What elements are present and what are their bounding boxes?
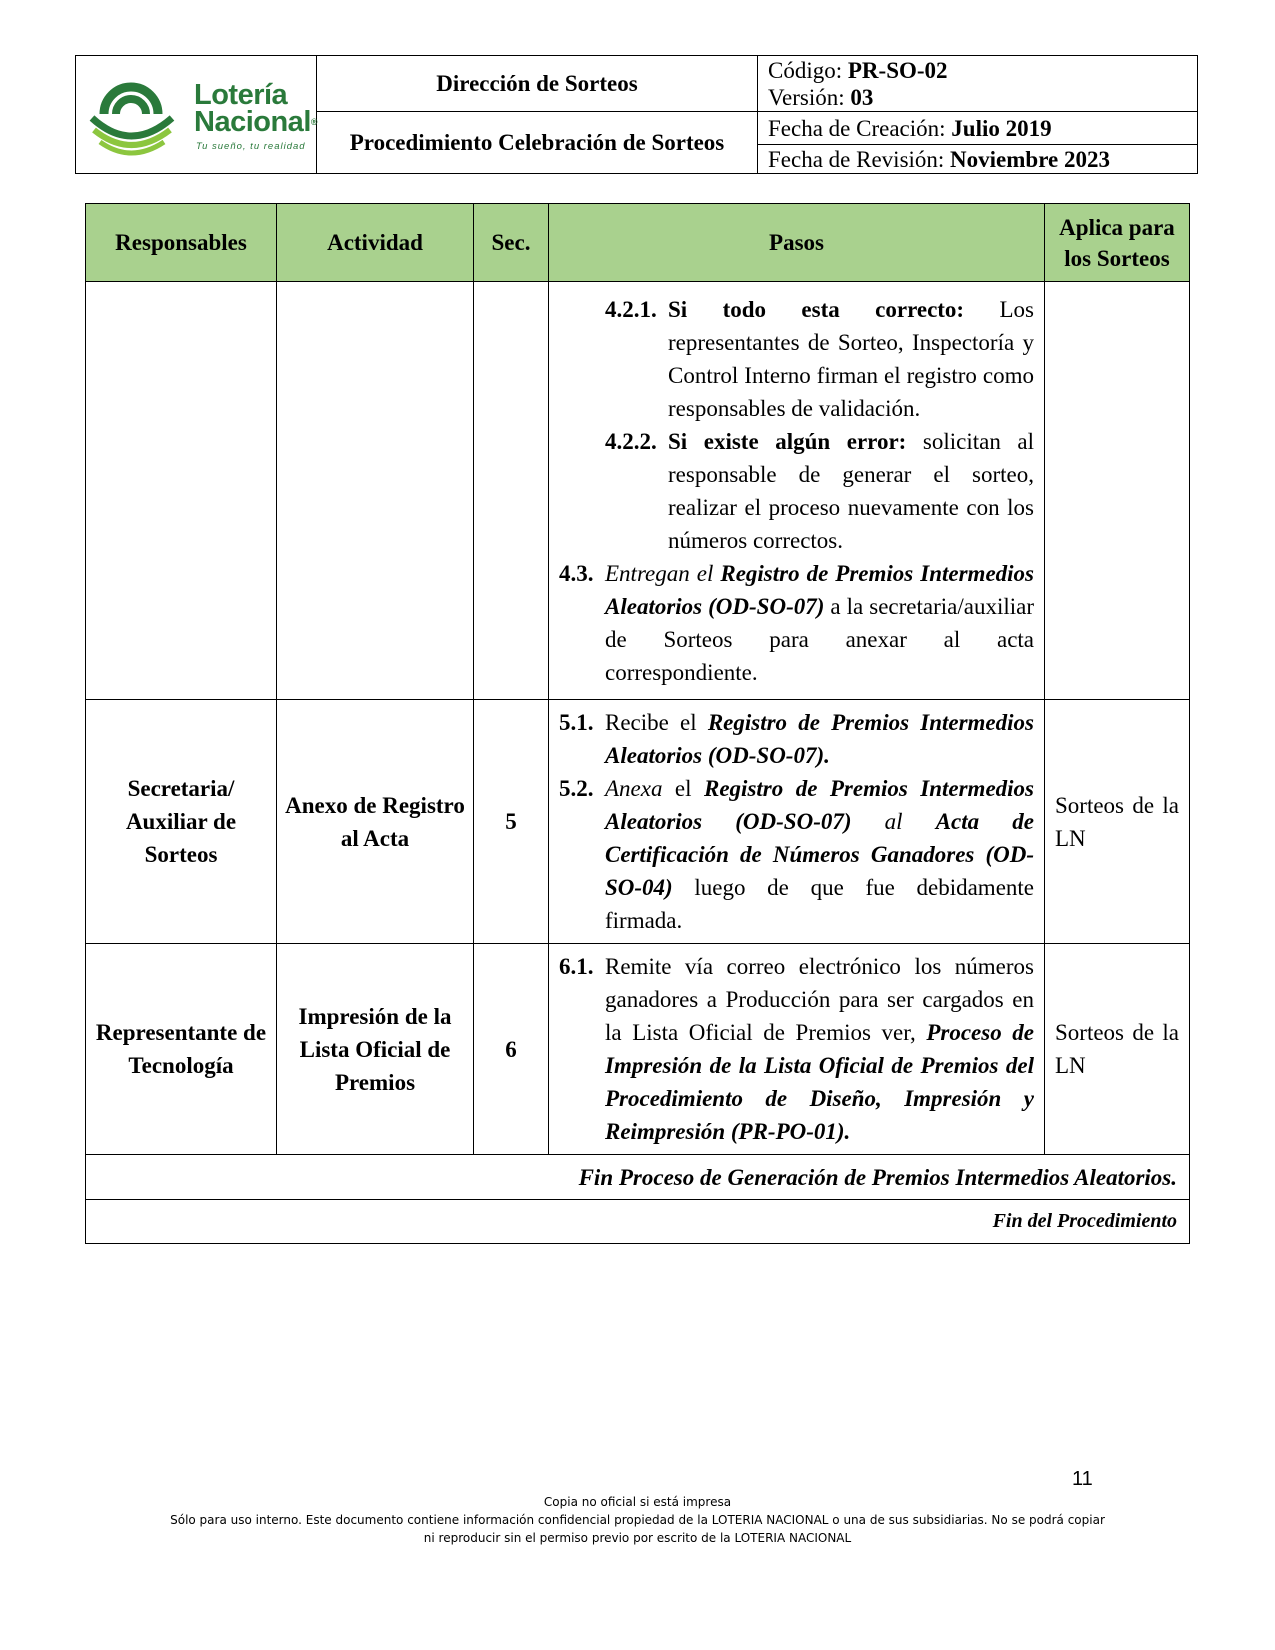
cell-actividad: Anexo de Registro al Acta: [277, 700, 474, 944]
step-text: Recibe el: [605, 710, 708, 735]
cell-sec-empty: [474, 282, 549, 700]
footer-line2: Sólo para uso interno. Este documento contiene información confidencial propiedad de la LOTERIA NACIONAL o una de sus subsidiarias. No se podrá copiar: [170, 1513, 1105, 1527]
footer-line1: Copia no oficial si está impresa: [543, 1495, 732, 1509]
created-value: Julio 2019: [951, 115, 1052, 141]
logo-name-line2: Nacional: [194, 106, 311, 138]
cell-sec: 5: [474, 700, 549, 944]
step-number: 5.2.: [559, 776, 594, 801]
step-text: el: [662, 776, 704, 801]
revised-value: Noviembre 2023: [950, 146, 1110, 172]
step-number: 4.2.1.: [605, 296, 657, 322]
header-revised: [758, 145, 1198, 174]
document-reference: Proceso de Impresión de la Lista Oficial de Premios del Procedimiento de Diseño, Impresión y Reimpresión (PR-PO-01).: [605, 1020, 1035, 1144]
header-procedure: Procedimiento Celebración de Sorteos: [317, 112, 758, 174]
page-number: 11: [1072, 1468, 1093, 1490]
document-header: [75, 55, 1198, 174]
step-6-1: [559, 950, 1034, 1148]
step-4-2-2: [559, 425, 1034, 557]
revised-label: Fecha de Revisión:: [768, 146, 945, 172]
code-value: PR-SO-02: [847, 57, 948, 83]
cell-sec: 6: [474, 944, 549, 1155]
logo-emblem-icon: [76, 56, 186, 173]
logo-name: [194, 79, 318, 138]
col-header-responsables: Responsables: [86, 204, 277, 282]
col-header-sec: Sec.: [474, 204, 549, 282]
table-row: [86, 944, 1190, 1155]
cell-aplica-empty: [1045, 282, 1190, 700]
step-text: luego de que fue debidamente firmada.: [605, 875, 1034, 933]
step-number: 4.2.2.: [605, 428, 657, 454]
cell-responsable-empty: [86, 282, 277, 700]
cell-actividad: Impresión de la Lista Oficial de Premios: [277, 944, 474, 1155]
cell-pasos: [549, 944, 1045, 1155]
step-number: 5.1.: [559, 710, 594, 735]
step-italic-text: Anexa: [605, 776, 663, 801]
cell-aplica: Sorteos de la LN: [1045, 700, 1190, 944]
code-label: Código:: [768, 57, 843, 83]
document-reference: Registro de Premios Intermedios Aleatorios (OD-SO-07): [605, 560, 1034, 619]
step-italic-text: Entregan el: [605, 560, 721, 586]
logo-cell: [76, 56, 317, 174]
document-reference: Registro de Premios Intermedios Aleatorios (OD-SO-07).: [605, 710, 1034, 768]
step-text: solicitan al responsable de generar el sorteo, realizar el proceso nuevamente con los números correctos.: [668, 428, 1034, 553]
logo-tagline: Tu sueño, tu realidad: [196, 141, 306, 152]
version-label: Versión:: [768, 84, 845, 110]
table-row: [86, 282, 1190, 700]
step-bold-text: Si existe algún error:: [668, 428, 907, 454]
created-label: Fecha de Creación:: [768, 115, 946, 141]
logo-registered-mark: ®: [310, 117, 318, 127]
logo-name-line1: Lotería: [194, 79, 288, 111]
procedure-table: [85, 203, 1190, 1244]
step-bold-text: Si todo esta correcto:: [668, 296, 965, 322]
fin-proceso-row: [86, 1155, 1190, 1200]
fin-procedimiento-text: Fin del Procedimiento: [86, 1200, 1190, 1244]
step-4-2-1: [559, 293, 1034, 425]
cell-pasos: [549, 700, 1045, 944]
col-header-aplica: Aplica para los Sorteos: [1045, 204, 1190, 282]
step-text: Los representantes de Sorteo, Inspectoría y Control Interno firman el registro como responsables de validación.: [668, 296, 1034, 421]
step-5-2: [559, 772, 1034, 937]
table-header-row: [86, 204, 1190, 282]
cell-responsable: Secretaria/ Auxiliar de Sorteos: [86, 700, 277, 944]
document-reference: Registro de Premios Intermedios Aleatorios (OD-SO-07): [605, 776, 1034, 834]
footer-line3: ni reproducir sin el permiso previo por escrito de la LOTERIA NACIONAL: [423, 1531, 852, 1545]
step-4-3: [559, 557, 1034, 689]
step-text: Remite vía correo electrónico los números ganadores a Producción para ser cargados en la Lista Oficial de Premios ver,: [605, 954, 1034, 1045]
document-reference: Acta de Certificación de Números Ganadores (OD-SO-04): [605, 809, 1034, 900]
version-value: 03: [850, 84, 874, 110]
step-number: 6.1.: [559, 954, 594, 979]
header-code-version: [758, 56, 1198, 112]
fin-procedimiento-row: [86, 1200, 1190, 1244]
step-number: 4.3.: [559, 560, 594, 586]
cell-aplica: Sorteos de la LN: [1045, 944, 1190, 1155]
col-header-actividad: Actividad: [277, 204, 474, 282]
header-direction: Dirección de Sorteos: [317, 56, 758, 112]
step-5-1: [559, 706, 1034, 772]
loteria-nacional-logo: [76, 56, 316, 173]
table-row: [86, 700, 1190, 944]
step-italic-text: al: [851, 809, 936, 834]
fin-proceso-text: Fin Proceso de Generación de Premios Intermedios Aleatorios.: [86, 1155, 1190, 1200]
cell-pasos: [549, 282, 1045, 700]
col-header-pasos: Pasos: [549, 204, 1045, 282]
header-created: [758, 112, 1198, 145]
cell-actividad-empty: [277, 282, 474, 700]
step-text: a la secretaria/auxiliar de Sorteos para anexar al acta correspondiente.: [605, 593, 1034, 685]
cell-responsable: Representante de Tecnología: [86, 944, 277, 1155]
